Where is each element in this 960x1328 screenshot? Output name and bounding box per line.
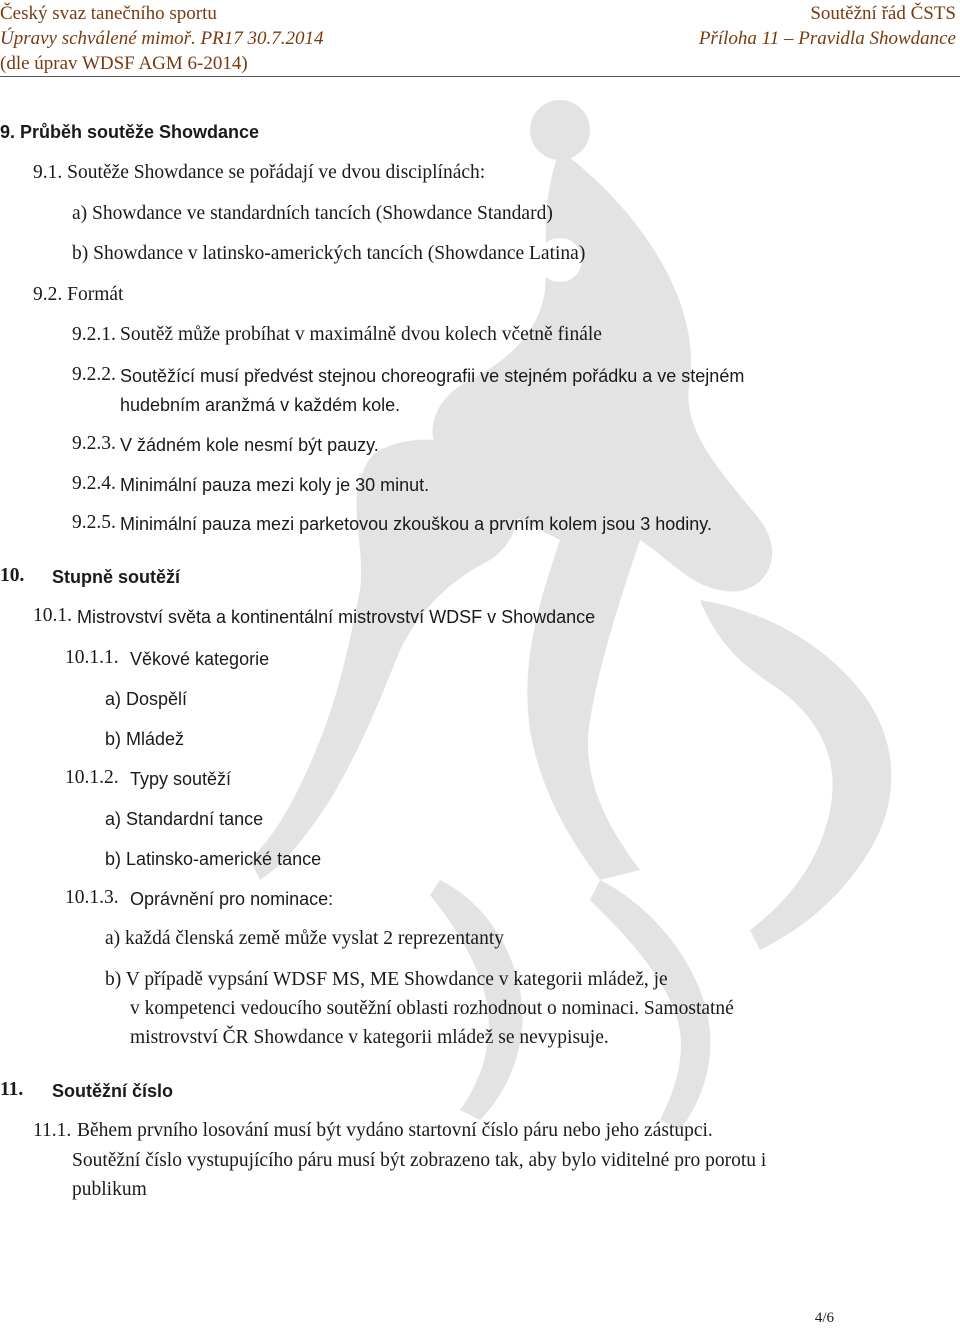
header-appendix: Příloha 11 – Pravidla Showdance (698, 28, 956, 49)
section-9-2-1-number: 9.2.1. (72, 324, 116, 345)
section-9-1-a: a) Showdance ve standardních tancích (Showdance Standard) (72, 203, 553, 224)
section-11-1-line-2: Soutěžní číslo vystupujícího páru musí být zobrazeno tak, aby bylo viditelné pro porotu i (72, 1150, 767, 1171)
page-header (0, 2, 960, 74)
section-10-1-2-number: 10.1.2. (65, 767, 119, 788)
section-9-2-3-number: 9.2.3. (72, 433, 116, 454)
section-11-title: Soutěžní číslo (52, 1081, 174, 1101)
section-10-1-2-a: a) Standardní tance (105, 809, 264, 829)
section-10-1-3-b-line-3: mistrovství ČR Showdance v kategorii mládež se nevypisuje. (130, 1027, 609, 1048)
section-10-1-3-a: a) každá členská země může vyslat 2 reprezentanty (105, 928, 504, 949)
section-11-1: Během prvního losování musí být vydáno startovní číslo páru nebo jeho zástupci. (77, 1120, 713, 1141)
header-changes: Úpravy schválené mimoř. PR17 30.7.2014 (0, 28, 324, 49)
section-11-number: 11. (0, 1079, 24, 1100)
section-9-title: 9. Průběh soutěže Showdance (0, 122, 260, 142)
section-9-2-4: Minimální pauza mezi koly je 30 minut. (120, 475, 430, 495)
section-10-1-number: 10.1. (33, 605, 72, 626)
section-11-1-number: 11.1. (33, 1120, 72, 1141)
section-10-1-1-number: 10.1.1. (65, 647, 119, 668)
section-10-1-3: Oprávnění pro nominace: (130, 889, 334, 909)
section-11-1-line-3: publikum (72, 1179, 147, 1200)
section-9-2-1: Soutěž může probíhat v maximálně dvou kolech včetně finále (120, 324, 602, 345)
section-10-1-3-b: b) V případě vypsání WDSF MS, ME Showdance v kategorii mládež, je (105, 969, 668, 990)
section-10-1-2-b: b) Latinsko-americké tance (105, 849, 322, 869)
section-9-2-2-continued: hudebním aranžmá v každém kole. (120, 395, 401, 415)
section-10-number: 10. (0, 565, 25, 586)
section-10-1-2: Typy soutěží (130, 769, 232, 789)
section-9-1: 9.1. Soutěže Showdance se pořádají ve dvou disciplínách: (33, 162, 486, 183)
section-10-title: Stupně soutěží (52, 567, 181, 587)
section-9-2: 9.2. Formát (33, 284, 124, 305)
header-doc-title: Soutěžní řád ČSTS (810, 3, 956, 24)
header-org: Český svaz tanečního sportu (0, 3, 217, 24)
section-9-2-3: V žádném kole nesmí být pauzy. (120, 435, 379, 455)
section-9-2-5: Minimální pauza mezi parketovou zkouškou a prvním kolem jsou 3 hodiny. (120, 514, 712, 534)
section-10-1: Mistrovství světa a kontinentální mistrovství WDSF v Showdance (77, 607, 596, 627)
section-9-2-2-number: 9.2.2. (72, 364, 116, 385)
section-9-2-4-number: 9.2.4. (72, 473, 116, 494)
section-9-2-2: Soutěžící musí předvést stejnou choreografii ve stejném pořádku a ve stejném (120, 366, 745, 386)
header-wdsf-note: (dle úprav WDSF AGM 6-2014) (0, 53, 248, 74)
section-10-1-1-b: b) Mládež (105, 729, 185, 749)
header-divider (0, 76, 960, 77)
section-10-1-1-a: a) Dospělí (105, 689, 188, 709)
section-9-1-b: b) Showdance v latinsko-amerických tancích (Showdance Latina) (72, 243, 586, 264)
section-9-2-5-number: 9.2.5. (72, 512, 116, 533)
section-10-1-3-b-line-2: v kompetenci vedoucího soutěžní oblasti rozhodnout o nominaci. Samostatné (130, 998, 734, 1019)
section-10-1-3-number: 10.1.3. (65, 887, 119, 908)
page-number: 4/6 (814, 1310, 834, 1326)
section-10-1-1: Věkové kategorie (130, 649, 270, 669)
